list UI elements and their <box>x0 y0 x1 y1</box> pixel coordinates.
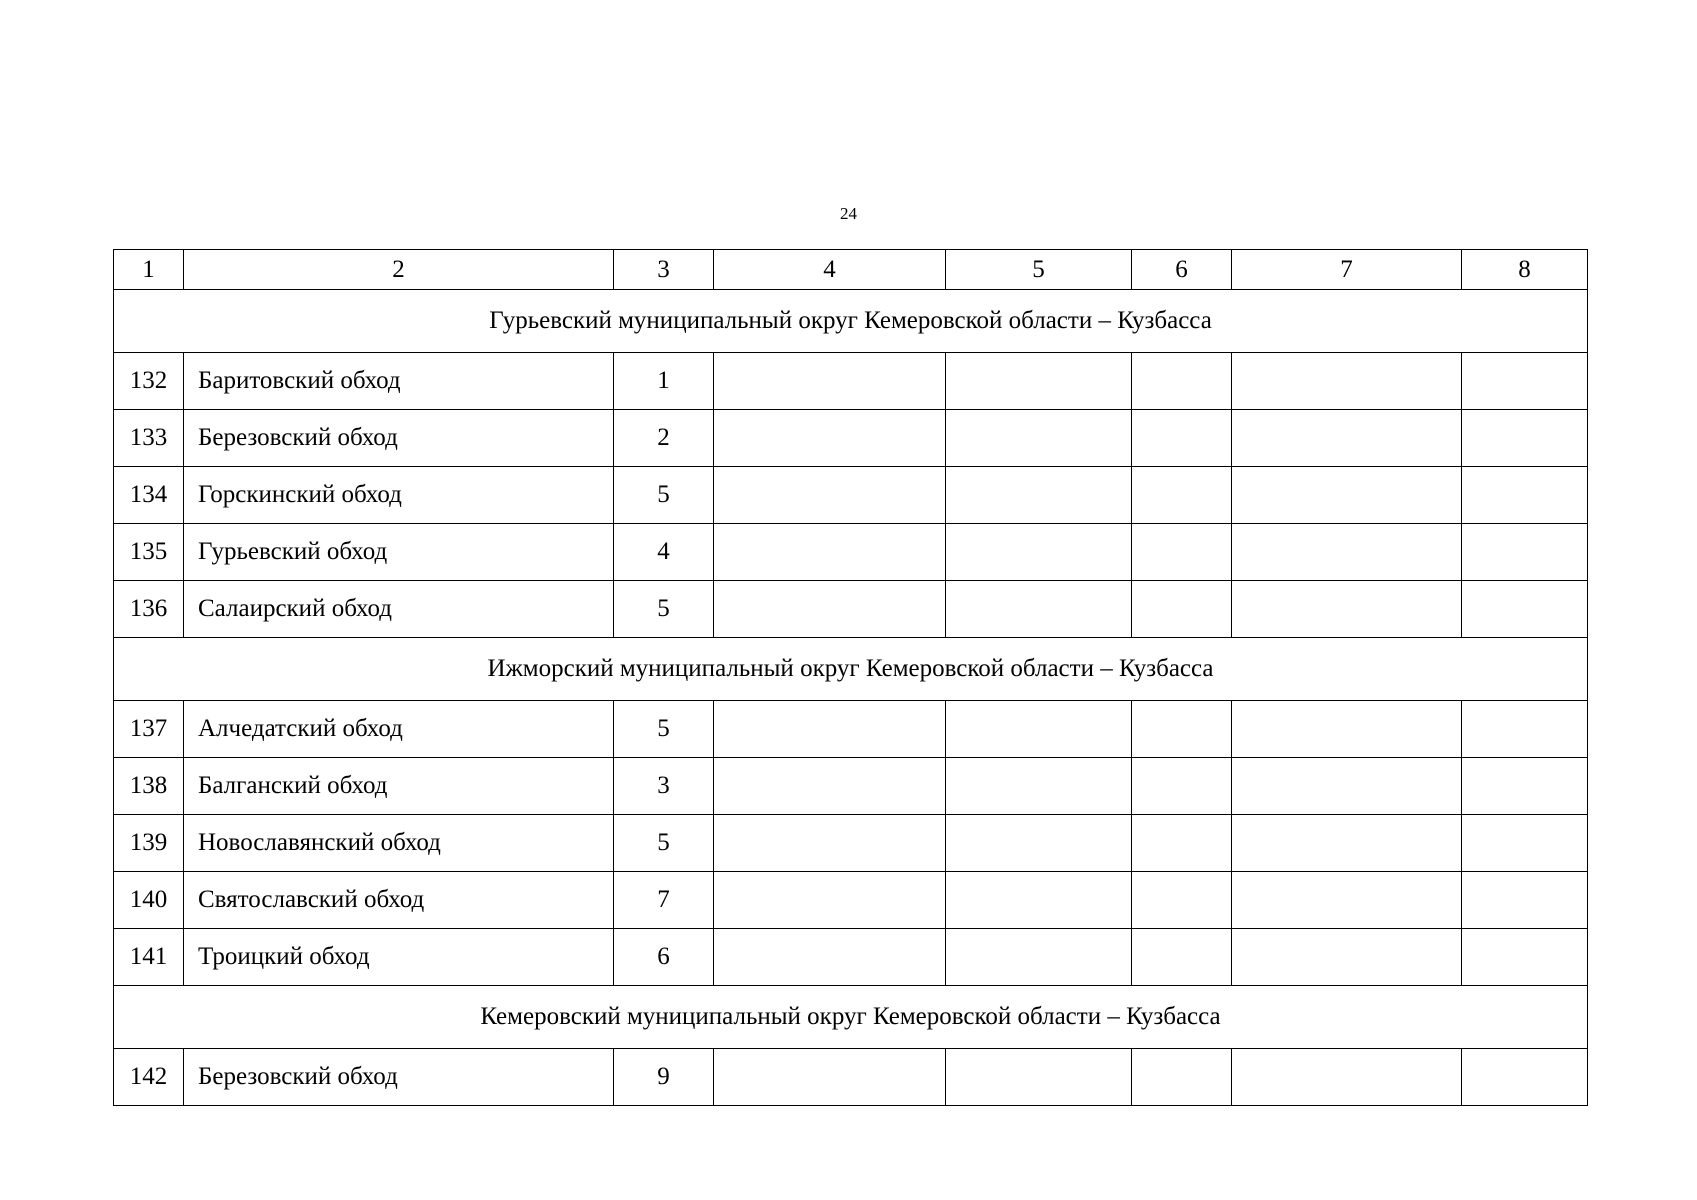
empty-cell <box>946 872 1132 929</box>
empty-cell <box>1132 353 1232 410</box>
empty-cell <box>714 929 946 986</box>
empty-cell <box>946 1049 1132 1106</box>
row-name: Гурьевский обход <box>184 524 614 581</box>
table-row <box>114 929 1588 986</box>
row-name: Березовский обход <box>184 410 614 467</box>
empty-cell <box>1232 467 1462 524</box>
column-header: 3 <box>614 250 714 290</box>
empty-cell <box>946 815 1132 872</box>
empty-cell <box>714 467 946 524</box>
empty-cell <box>946 353 1132 410</box>
row-number: 132 <box>114 353 184 410</box>
column-header: 8 <box>1462 250 1588 290</box>
empty-cell <box>1132 872 1232 929</box>
empty-cell <box>1462 524 1588 581</box>
column-number-row <box>114 250 1588 290</box>
empty-cell <box>1232 410 1462 467</box>
row-name: Алчедатский обход <box>184 701 614 758</box>
empty-cell <box>1232 524 1462 581</box>
section-title: Гурьевский муниципальный округ Кемеровской области – Кузбасса <box>114 290 1588 353</box>
empty-cell <box>714 410 946 467</box>
section-header-row <box>114 638 1588 701</box>
empty-cell <box>1232 929 1462 986</box>
empty-cell <box>1462 410 1588 467</box>
empty-cell <box>714 758 946 815</box>
section-header-row <box>114 986 1588 1049</box>
empty-cell <box>714 524 946 581</box>
empty-cell <box>1132 410 1232 467</box>
empty-cell <box>1132 467 1232 524</box>
row-value: 1 <box>614 353 714 410</box>
table-row <box>114 758 1588 815</box>
empty-cell <box>714 872 946 929</box>
empty-cell <box>1462 581 1588 638</box>
table-row <box>114 581 1588 638</box>
empty-cell <box>1462 758 1588 815</box>
row-value: 5 <box>614 815 714 872</box>
row-number: 134 <box>114 467 184 524</box>
empty-cell <box>1132 1049 1232 1106</box>
table-row <box>114 815 1588 872</box>
empty-cell <box>1132 524 1232 581</box>
table-row <box>114 524 1588 581</box>
row-number: 133 <box>114 410 184 467</box>
column-header: 6 <box>1132 250 1232 290</box>
table-row <box>114 410 1588 467</box>
row-number: 137 <box>114 701 184 758</box>
empty-cell <box>1232 581 1462 638</box>
empty-cell <box>946 410 1132 467</box>
empty-cell <box>714 353 946 410</box>
empty-cell <box>946 581 1132 638</box>
row-name: Троицкий обход <box>184 929 614 986</box>
row-name: Горскинский обход <box>184 467 614 524</box>
empty-cell <box>1462 353 1588 410</box>
row-name: Балганский обход <box>184 758 614 815</box>
empty-cell <box>946 758 1132 815</box>
row-value: 5 <box>614 581 714 638</box>
empty-cell <box>1232 872 1462 929</box>
row-value: 4 <box>614 524 714 581</box>
empty-cell <box>1132 701 1232 758</box>
empty-cell <box>1232 1049 1462 1106</box>
section-title: Ижморский муниципальный округ Кемеровской области – Кузбасса <box>114 638 1588 701</box>
empty-cell <box>714 1049 946 1106</box>
empty-cell <box>946 524 1132 581</box>
row-value: 3 <box>614 758 714 815</box>
row-value: 6 <box>614 929 714 986</box>
row-number: 136 <box>114 581 184 638</box>
empty-cell <box>1132 758 1232 815</box>
row-name: Салаирский обход <box>184 581 614 638</box>
row-value: 5 <box>614 701 714 758</box>
page-number: 24 <box>840 204 857 223</box>
empty-cell <box>1462 1049 1588 1106</box>
table-row <box>114 353 1588 410</box>
row-value: 5 <box>614 467 714 524</box>
table-row <box>114 467 1588 524</box>
empty-cell <box>1132 581 1232 638</box>
empty-cell <box>714 815 946 872</box>
empty-cell <box>1232 758 1462 815</box>
empty-cell <box>1462 815 1588 872</box>
row-number: 141 <box>114 929 184 986</box>
table-row <box>114 701 1588 758</box>
row-name: Святославский обход <box>184 872 614 929</box>
empty-cell <box>1462 701 1588 758</box>
row-number: 139 <box>114 815 184 872</box>
empty-cell <box>946 701 1132 758</box>
empty-cell <box>1132 929 1232 986</box>
column-header: 7 <box>1232 250 1462 290</box>
table-body <box>114 250 1588 1106</box>
row-name: Баритовский обход <box>184 353 614 410</box>
row-number: 140 <box>114 872 184 929</box>
column-header: 1 <box>114 250 184 290</box>
empty-cell <box>946 929 1132 986</box>
row-value: 2 <box>614 410 714 467</box>
row-name: Березовский обход <box>184 1049 614 1106</box>
row-number: 138 <box>114 758 184 815</box>
row-name: Новославянский обход <box>184 815 614 872</box>
empty-cell <box>714 581 946 638</box>
empty-cell <box>1232 815 1462 872</box>
table-row <box>114 872 1588 929</box>
empty-cell <box>1462 467 1588 524</box>
row-number: 142 <box>114 1049 184 1106</box>
section-title: Кемеровский муниципальный округ Кемеровской области – Кузбасса <box>114 986 1588 1049</box>
row-value: 9 <box>614 1049 714 1106</box>
row-value: 7 <box>614 872 714 929</box>
column-header: 2 <box>184 250 614 290</box>
empty-cell <box>946 467 1132 524</box>
row-number: 135 <box>114 524 184 581</box>
section-header-row <box>114 290 1588 353</box>
table-row <box>114 1049 1588 1106</box>
empty-cell <box>1132 815 1232 872</box>
column-header: 5 <box>946 250 1132 290</box>
empty-cell <box>1232 701 1462 758</box>
column-header: 4 <box>714 250 946 290</box>
empty-cell <box>1462 872 1588 929</box>
empty-cell <box>1462 929 1588 986</box>
forestry-table <box>113 249 1588 1106</box>
empty-cell <box>1232 353 1462 410</box>
empty-cell <box>714 701 946 758</box>
